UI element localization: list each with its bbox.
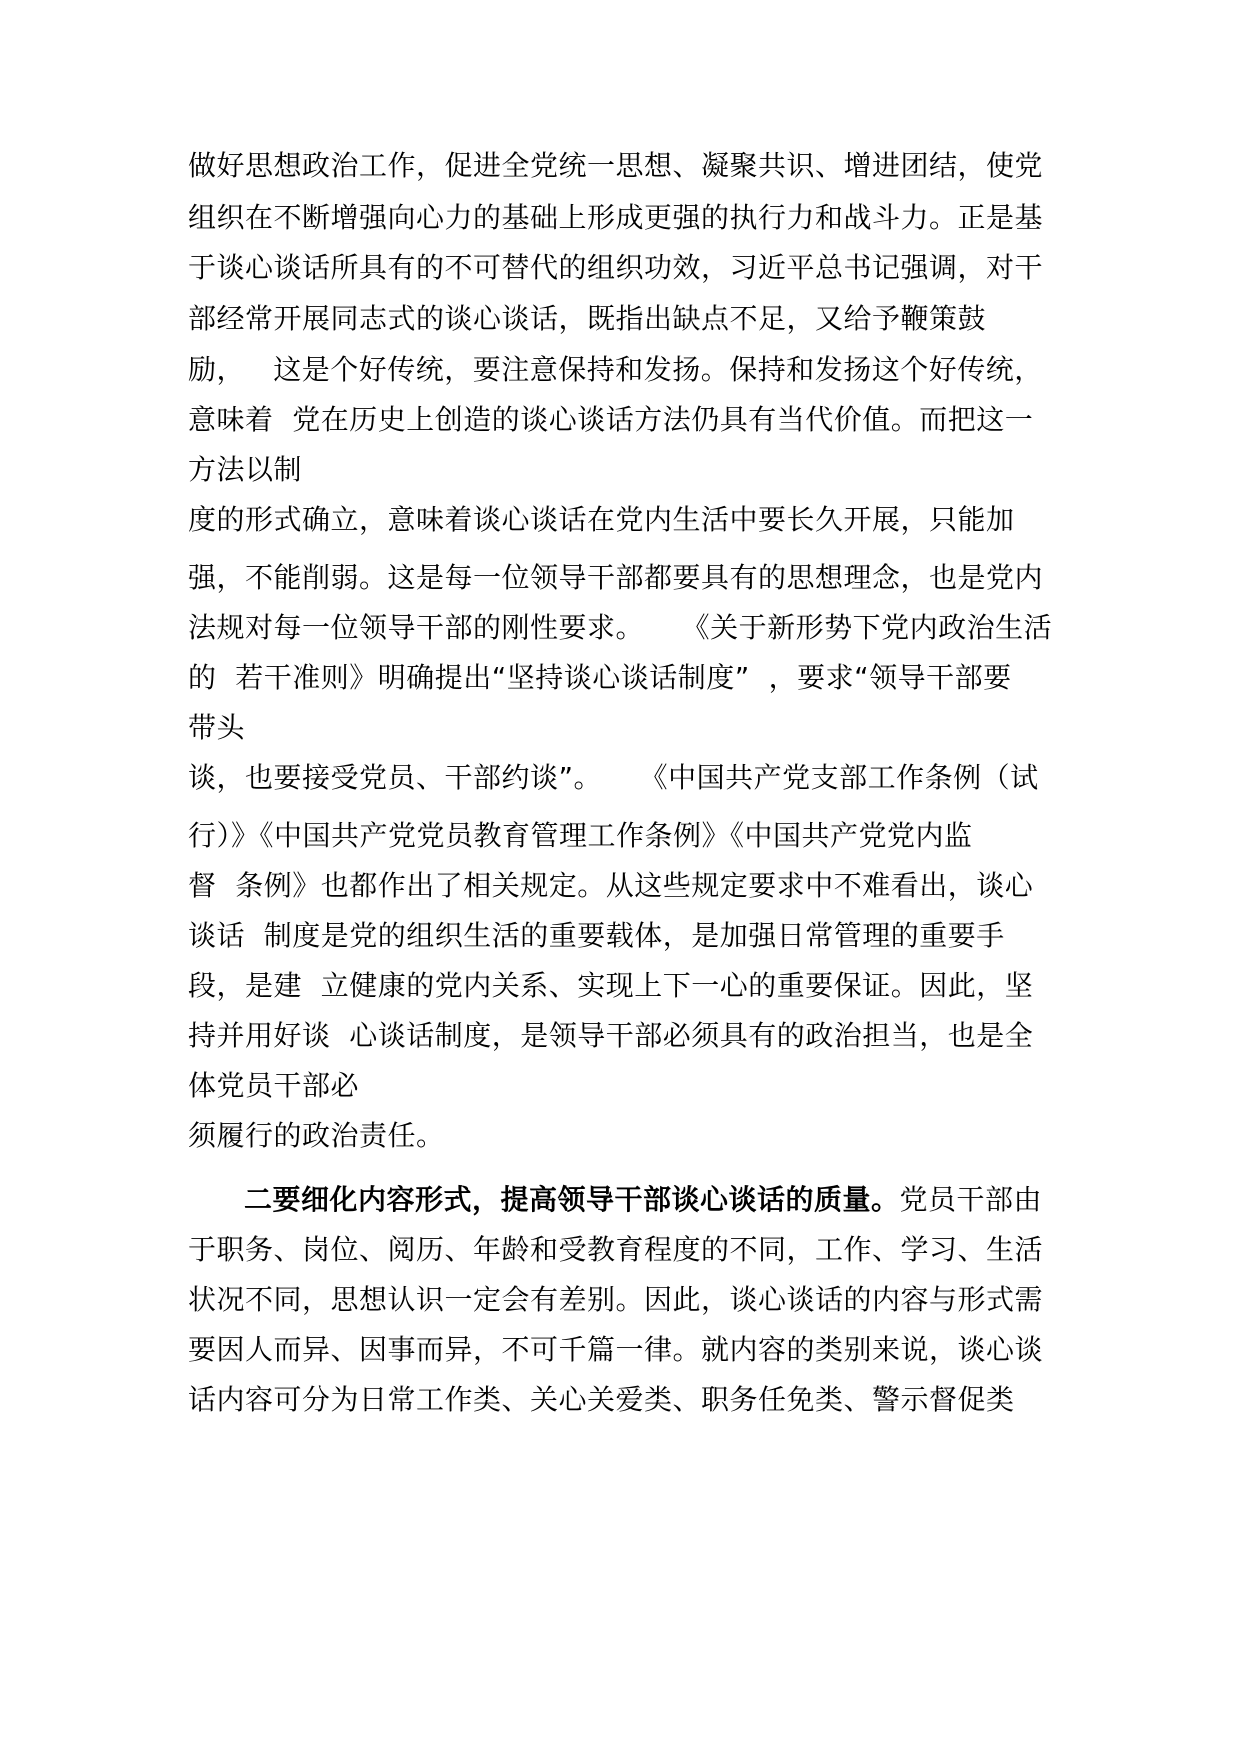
body-line: 部经常开展同志式的谈心谈话，既指出缺点不足，又给予鞭策鼓 — [188, 302, 987, 335]
body-line: 体党员干部必 — [188, 1069, 360, 1102]
body-line: 须履行的政治责任。 — [188, 1119, 445, 1152]
body-line: 话内容可分为日常工作类、关心关爱类、职务任免类、警示督促类 — [188, 1383, 1015, 1416]
body-line: 度的形式确立，意味着谈心谈话在党内生活中要长久开展，只能加 — [188, 503, 1015, 536]
body-line: 督 条例》也都作出了相关规定。从这些规定要求中不难看出，谈心 — [188, 869, 1034, 902]
paragraph-lead-text: 党员干部由 — [899, 1183, 1043, 1216]
body-line: 要因人而异、因事而异，不可千篇一律。就内容的类别来说，谈心谈 — [188, 1333, 1044, 1366]
body-line: 励， 这是个好传统，要注意保持和发扬。保持和发扬这个好传统， — [188, 353, 1043, 386]
body-line: 行）》《中国共产党党员教育管理工作条例》《中国共产党党内监 — [188, 819, 973, 852]
body-line: 谈话 制度是党的组织生活的重要载体，是加强日常管理的重要手 — [188, 919, 1005, 952]
body-line: 意味着 党在历史上创造的谈心谈话方法仍具有当代价值。而把这一 — [188, 403, 1034, 436]
body-line: 方法以制 — [188, 453, 303, 486]
paragraph-heading: 二要细化内容形式，提高领导干部谈心谈话的质量。 — [244, 1183, 900, 1216]
body-line: 组织在不断增强向心力的基础上形成更强的执行力和战斗力。正是基 — [188, 201, 1044, 234]
body-line: 段，是建 立健康的党内关系、实现上下一心的重要保证。因此，坚 — [188, 969, 1034, 1002]
body-line: 于谈心谈话所具有的不可替代的组织功效，习近平总书记强调，对干 — [188, 251, 1044, 284]
body-line: 强，不能削弱。这是每一位领导干部都要具有的思想理念，也是党内 — [188, 561, 1044, 594]
body-line: 带头 — [188, 711, 246, 744]
body-line: 法规对每一位领导干部的刚性要求。 《关于新形势下党内政治生活 — [188, 611, 1053, 644]
body-line: 于职务、岗位、阅历、年龄和受教育程度的不同，工作、学习、生活 — [188, 1233, 1044, 1266]
body-line: 做好思想政治工作，促进全党统一思想、凝聚共识、增进团结，使党 — [188, 149, 1044, 182]
body-line: 状况不同，思想认识一定会有差别。因此，谈心谈话的内容与形式需 — [188, 1283, 1044, 1316]
body-line: 谈，也要接受党员、干部约谈”。 《中国共产党支部工作条例（试 — [188, 761, 1039, 794]
paragraph-lead-line — [244, 1182, 1042, 1218]
body-line: 的 若干准则》明确提出“坚持谈心谈话制度” ，要求“领导干部要 — [188, 661, 1012, 694]
body-line: 持并用好谈 心谈话制度，是领导干部必须具有的政治担当，也是全 — [188, 1019, 1034, 1052]
